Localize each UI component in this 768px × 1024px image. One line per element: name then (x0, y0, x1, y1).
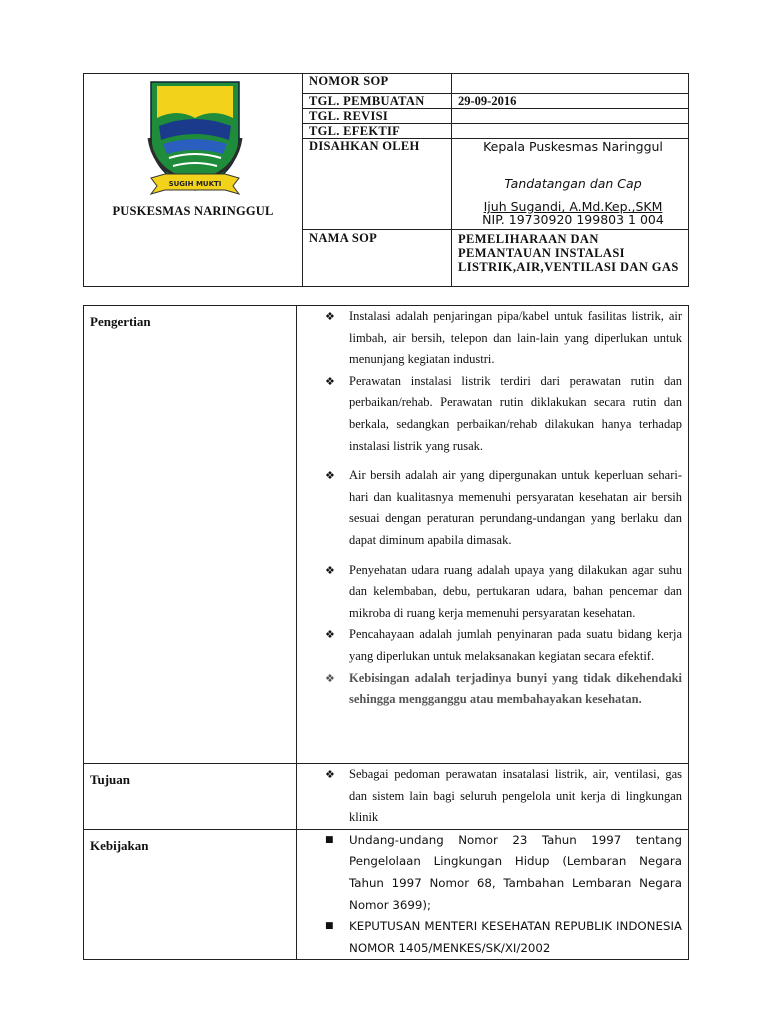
kabupaten-logo (147, 78, 243, 198)
kebijakan-label: Kebijakan (84, 829, 297, 960)
diamond-bullet-icon: ❖ (325, 628, 335, 642)
tgl-efektif-value (452, 124, 689, 139)
list-item (321, 465, 682, 551)
tgl-revisi-value (452, 109, 689, 124)
list-item (321, 371, 682, 457)
list-item-text: Penyehatan udara ruang adalah upaya yang dilakukan agar suhu dan kelembaban, debu, pertukaran udara, bahan pencemar dan mikroba di ruang kerja memenuhi persyaratan kesehatan. (349, 562, 682, 620)
disahkan-nip: NIP. 19730920 199803 1 004 (482, 212, 664, 227)
list-item (321, 830, 682, 916)
kebijakan-row (84, 829, 689, 960)
logo-ribbon-text: SUGIH MUKTI (168, 180, 222, 188)
tujuan-content (297, 764, 689, 830)
logo-cell (84, 74, 303, 287)
disahkan-value (452, 139, 689, 230)
list-item-text: Sebagai pedoman perawatan insatalasi listrik, air, ventilasi, gas dan sistem lain bagi seluruh pengelola unit kerja di lingkungan klinik (349, 767, 682, 825)
disahkan-ttd: Tandatangan dan Cap (504, 176, 642, 191)
list-item-text: Air bersih adalah air yang dipergunakan untuk keperluan sehari-hari dan kualitasnya memenuhi persyaratan kesehatan air bersih sesuai dengan peraturan perundang-undangan yang berlaku dan dapat diminum apabila dimasak. (349, 468, 682, 547)
sop-header-table (83, 73, 689, 287)
list-item-text: Undang-undang Nomor 23 Tahun 1997 tentang Pengelolaan Lingkungan Hidup (Lembaran Negara Tahun 1997 Nomor 68, Tambahan Lembaran Negara Nomor 3699); (349, 832, 682, 912)
nama-sop-value: PEMELIHARAAN DAN PEMANTAUAN INSTALASI LISTRIK,AIR,VENTILASI DAN GAS (452, 230, 689, 287)
list-item (321, 764, 682, 829)
list-item-text: Instalasi adalah penjaringan pipa/kabel untuk fasilitas listrik, air limbah, air bersih, telepon dan lain-lain yang diperlukan untuk menunjang kegiatan industri. (349, 309, 682, 367)
nama-sop-label: NAMA SOP (303, 230, 452, 287)
tgl-pembuatan-label: TGL. PEMBUATAN (303, 94, 452, 109)
nomor-sop-value (452, 74, 689, 94)
tgl-revisi-label: TGL. REVISI (303, 109, 452, 124)
square-bullet-icon: ■ (325, 921, 334, 932)
pengertian-content (297, 306, 689, 764)
tujuan-label: Tujuan (84, 764, 297, 830)
list-item (321, 668, 682, 711)
nomor-sop-label: NOMOR SOP (303, 74, 452, 94)
list-item (321, 306, 682, 371)
square-bullet-icon: ■ (325, 834, 334, 845)
diamond-bullet-icon: ❖ (325, 563, 335, 577)
diamond-bullet-icon: ❖ (325, 469, 335, 483)
list-item-text: Pencahayaan adalah jumlah penyinaran pada suatu bidang kerja yang diperlukan untuk melaksanakan kegiatan secara efektif. (349, 627, 682, 663)
pengertian-label: Pengertian (84, 306, 297, 764)
diamond-bullet-icon: ❖ (325, 374, 335, 388)
diamond-bullet-icon: ❖ (325, 768, 335, 781)
org-name: PUSKESMAS NARINGGUL (112, 204, 274, 218)
kebijakan-content (297, 829, 689, 960)
sop-body-table (83, 305, 689, 960)
tujuan-row (84, 764, 689, 830)
diamond-bullet-icon: ❖ (325, 310, 335, 323)
list-item (321, 560, 682, 625)
list-item-text: Perawatan instalasi listrik terdiri dari perawatan rutin dan perbaikan/rehab. Perawatan rutin diklakukan secara rutin dan berkala, sedangkan perbaikan/rehab dilakukan hanya terhadap instalasi listrik yang rusak. (349, 373, 682, 453)
pengertian-row (84, 306, 689, 764)
list-item (321, 916, 682, 959)
list-item-text: KEPUTUSAN MENTERI KESEHATAN REPUBLIK INDONESIA NOMOR 1405/MENKES/SK/XI/2002 (349, 919, 682, 955)
tgl-pembuatan-value: 29-09-2016 (452, 94, 689, 109)
list-item-text: Kebisingan adalah terjadinya bunyi yang tidak dikehendaki sehingga mengganggu atau membahayakan kesehatan. (349, 670, 682, 707)
diamond-bullet-icon: ❖ (325, 671, 335, 685)
disahkan-jabatan: Kepala Puskesmas Naringgul (483, 139, 663, 154)
disahkan-nama: Ijuh Sugandi, A.Md.Kep.,SKM (483, 199, 663, 214)
tgl-efektif-label: TGL. EFEKTIF (303, 124, 452, 139)
list-item (321, 624, 682, 667)
disahkan-label: DISAHKAN OLEH (303, 139, 452, 230)
